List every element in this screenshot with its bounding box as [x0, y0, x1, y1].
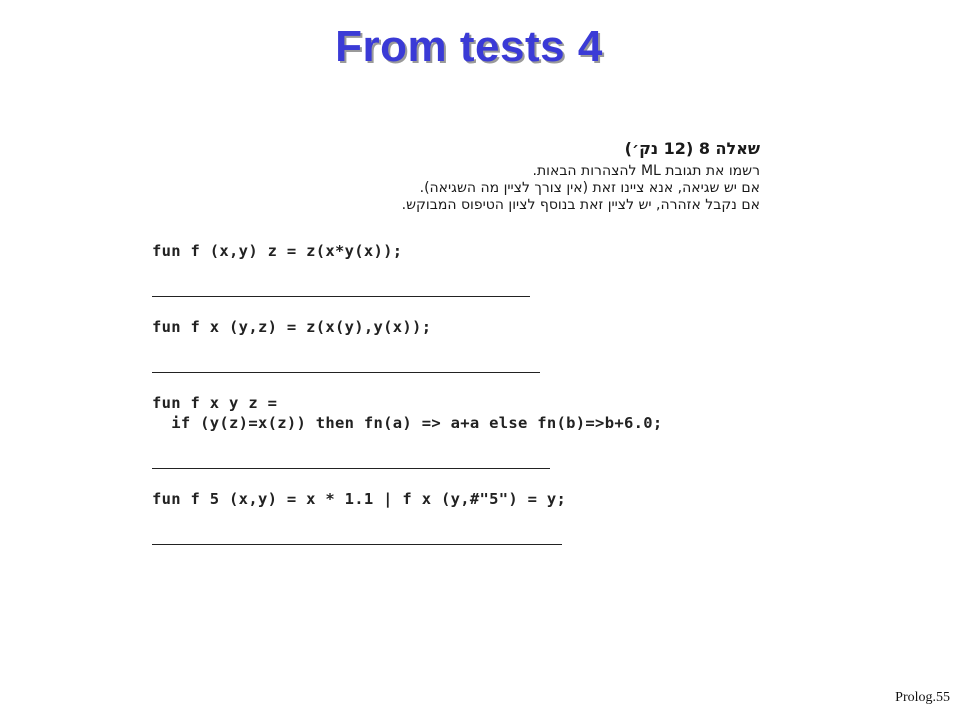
instruction-line-2: אם יש שגיאה, אנא ציינו זאת (אין צורך לציין מה השגיאה).: [419, 180, 760, 196]
slide-number: Prolog.55: [895, 690, 950, 705]
instruction-line-1: רשמו את תגובת ML להצהרות הבאות.: [532, 163, 760, 179]
question-title: שאלה 8 (12 נק׳): [624, 139, 760, 158]
code-item-1: fun f (x,y) z = z(x*y(x));: [152, 242, 403, 260]
code-item-4: fun f 5 (x,y) = x * 1.1 | f x (y,#"5") = y;: [152, 490, 567, 508]
code-item-3-line-2: if (y(z)=x(z)) then fn(a) => a+a else fn(b)=>b+6.0;: [152, 414, 663, 432]
answer-line-2: [152, 372, 540, 373]
answer-line-4: [152, 544, 562, 545]
answer-line-3: [152, 468, 550, 469]
code-item-3-line-1: fun f x y z =: [152, 394, 278, 412]
answer-line-1: [152, 296, 530, 297]
question-header: [360, 140, 760, 214]
slide-title: From tests 4: [335, 22, 603, 71]
instruction-line-3: אם נקבל אזהרה, יש לציין זאת בנוסף לציון הטיפוס המבוקש.: [401, 197, 760, 213]
code-item-2: fun f x (y,z) = z(x(y),y(x));: [152, 318, 432, 336]
